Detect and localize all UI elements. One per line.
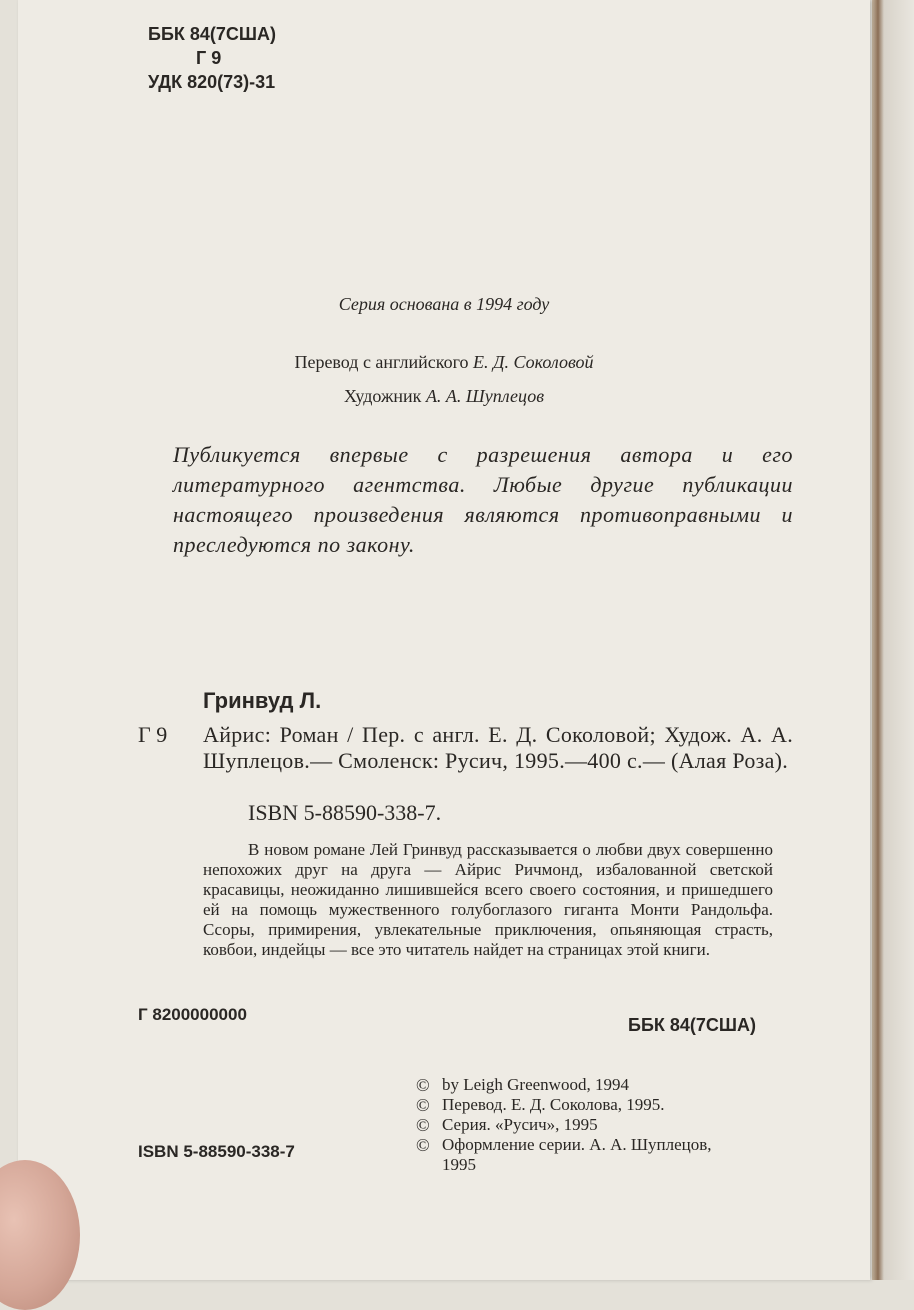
- copyright-icon: ©: [416, 1135, 430, 1155]
- bib-isbn: ISBN 5-88590-338-7.: [248, 800, 442, 825]
- bib-author: Гринвуд Л.: [203, 688, 322, 713]
- udk-code: УДК 820(73)-31: [148, 72, 276, 92]
- bib-description: Айрис: Роман / Пер. с англ. Е. Д. Соколовой; Худож. А. А. Шуплецов.— Смоленск: Русич, 1995.—400 с.— (Алая Роза).: [203, 722, 793, 773]
- copyright-line: [416, 1075, 712, 1095]
- book-spine-edge: [872, 0, 914, 1280]
- copyright-text: Перевод. Е. Д. Соколова, 1995.: [442, 1095, 665, 1114]
- annotation-text: В новом романе Лей Гринвуд рассказывается о любви двух совершенно непохожих друг на друга — Айрис Ричмонд, избалованной светской красавицы, неожиданно лишившейся всего своего состояния, и пришедшего ей на помощь мужественного голубоглазого гиганта Монти Рандольфа. Ссоры, примирения, увлекательные приключения, опьяняющая страсть, ковбои, индейцы — все это читатель найдет на страницах этой книги.: [203, 840, 773, 959]
- copyright-text: Оформление серии. А. А. Шуплецов,: [442, 1135, 712, 1154]
- annotation: [203, 840, 773, 960]
- copyright-text: Серия. «Русич», 1995: [442, 1115, 598, 1134]
- copyright-icon: ©: [416, 1075, 430, 1095]
- translator-name: Е. Д. Соколовой: [473, 352, 594, 372]
- catalog-code: Г 8200000000: [138, 1005, 247, 1024]
- series-note: Серия основана в 1994 году: [338, 294, 550, 314]
- copyright-continuation: 1995: [442, 1155, 476, 1174]
- copyright-icon: ©: [416, 1095, 430, 1115]
- copyright-text: by Leigh Greenwood, 1994: [442, 1075, 629, 1094]
- copyright-notice: Публикуется впервые с разрешения автора и его литературного агентства. Любые другие публикации настоящего произведения являются противоправными и преследуются по закону.: [173, 442, 793, 557]
- bbk-code: ББК 84(7США): [148, 24, 276, 44]
- copyright-line: [416, 1095, 712, 1115]
- copyright-line: [416, 1135, 712, 1155]
- bib-code: Г 9: [138, 722, 168, 747]
- copyright-line: [416, 1115, 712, 1135]
- author-sign-code: Г 9: [196, 48, 222, 68]
- isbn-bottom: ISBN 5-88590-338-7: [138, 1142, 295, 1161]
- copyright-icon: ©: [416, 1115, 430, 1135]
- translation-prefix: Перевод с английского: [294, 352, 469, 372]
- artist-credit: [18, 386, 870, 407]
- copyright-list: [416, 1075, 712, 1175]
- artist-prefix: Художник: [343, 386, 422, 406]
- bbk-bottom: ББК 84(7США): [628, 1015, 756, 1035]
- book-page: [18, 0, 870, 1280]
- classification-block: [148, 22, 276, 94]
- artist-name: А. А. Шуплецов: [425, 386, 545, 406]
- translation-credit: [18, 352, 870, 373]
